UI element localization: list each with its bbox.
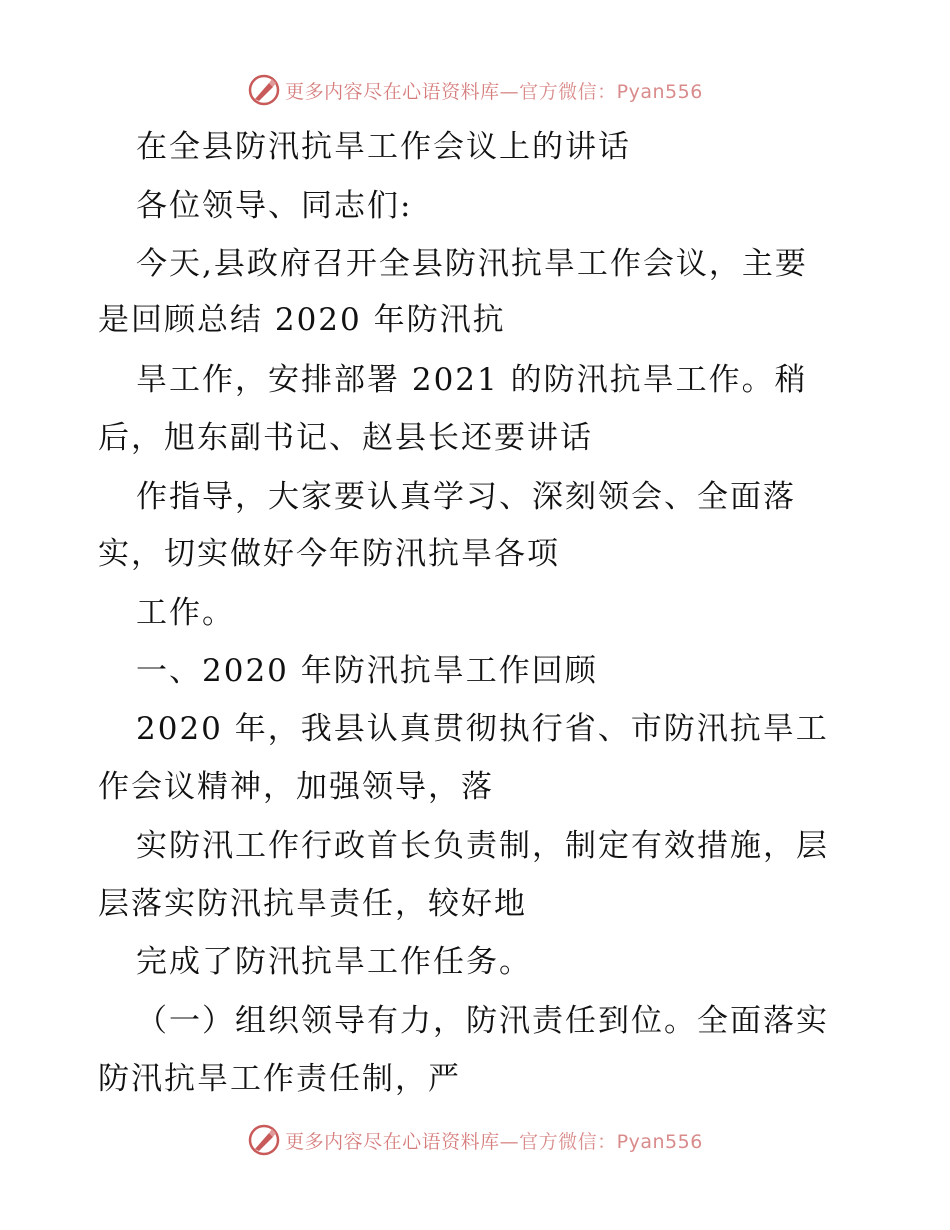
paragraph-line: 2020 年，我县认真贯彻执行省、市防汛抗旱工 bbox=[136, 711, 829, 747]
section-heading: 一、2020 年防汛抗旱工作回顾 bbox=[136, 653, 598, 689]
footer-watermark bbox=[0, 1120, 950, 1160]
paragraph-line: 旱工作，安排部署 2021 的防汛抗旱工作。稍 bbox=[136, 362, 808, 398]
document-title: 在全县防汛抗旱工作会议上的讲话 bbox=[136, 129, 631, 165]
watermark-brand: 更多内容尽在心语资料库 bbox=[285, 80, 500, 103]
paragraph-line: 防汛抗旱工作责任制，严 bbox=[98, 1061, 461, 1097]
paragraph-line: 今天,县政府召开全县防汛抗旱工作会议，主要 bbox=[136, 246, 808, 282]
pen-logo-icon bbox=[247, 73, 281, 107]
paragraph-line: 工作。 bbox=[136, 595, 235, 631]
pen-logo-icon bbox=[247, 1123, 281, 1157]
paragraph-line: 实，切实做好今年防汛抗旱各项 bbox=[98, 536, 560, 572]
salutation: 各位领导、同志们: bbox=[136, 188, 413, 224]
paragraph-line: 层落实防汛抗旱责任，较好地 bbox=[98, 886, 527, 922]
header-watermark bbox=[0, 70, 950, 110]
watermark-contact: —官方微信：Pyan556 bbox=[499, 1130, 703, 1153]
watermark-brand: 更多内容尽在心语资料库 bbox=[285, 1130, 500, 1153]
paragraph-line: 作指导，大家要认真学习、深刻领会、全面落 bbox=[136, 479, 796, 515]
subsection-heading: （一）组织领导有力，防汛责任到位。全面落实 bbox=[136, 1003, 829, 1039]
paragraph-line: 是回顾总结 2020 年防汛抗 bbox=[98, 302, 506, 338]
paragraph-line: 后，旭东副书记、赵县长还要讲话 bbox=[98, 420, 593, 456]
watermark-contact: —官方微信：Pyan556 bbox=[499, 80, 703, 103]
paragraph-line: 作会议精神，加强领导，落 bbox=[98, 769, 494, 805]
paragraph-line: 完成了防汛抗旱工作任务。 bbox=[136, 944, 532, 980]
paragraph-line: 实防汛工作行政首长负责制，制定有效措施，层 bbox=[136, 828, 829, 864]
